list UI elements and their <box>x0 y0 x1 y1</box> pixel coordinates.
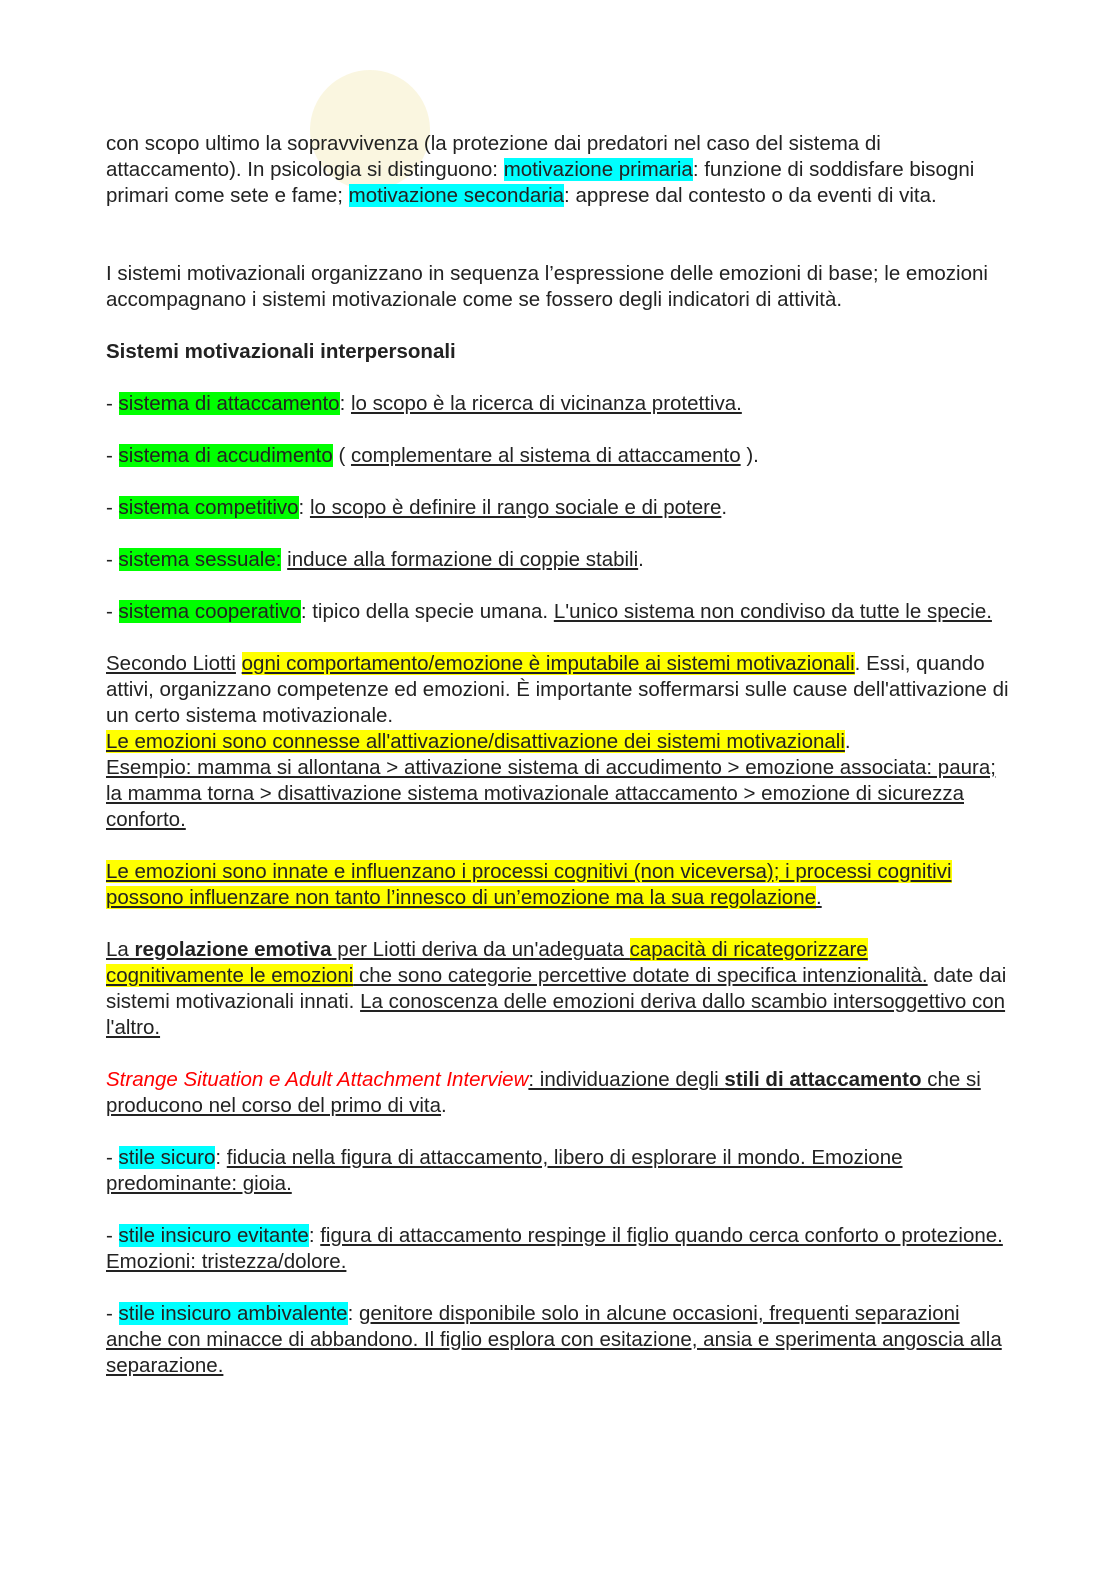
highlight-motivazione-primaria: motivazione primaria <box>503 158 693 181</box>
list-item: - stile sicuro: fiducia nella figura di attaccamento, libero di esplorare il mondo. Emozione predominante: gioia. <box>106 1146 903 1195</box>
document-body <box>106 131 1011 1379</box>
highlight-system-name: sistema di accudimento <box>118 444 333 467</box>
section-heading: Sistemi motivazionali interpersonali <box>106 340 456 363</box>
paragraph-liotti: Secondo Liotti ogni comportamento/emozione è imputabile ai sistemi motivazionali. Essi, quando attivi, organizzano competenze ed emozioni. È importante soffermarsi sulle cause dell'attivazione di un certo sistema motivazionale. Le emozioni sono connesse all'attivazione/disattivazione dei sistemi motivazionali. Esempio: mamma si allontana > attivazione sistema di accudimento > emozione associata: paura; la mamma torna > disattivazione sistema motivazionale attaccamento > emozione di sicurezza conforto. <box>106 652 1009 831</box>
paragraph-regolazione: La regolazione emotiva per Liotti deriva da un'adeguata capacità di ricategorizzare cognitivamente le emozioni che sono categorie percettive dotate di specifica intenzionalità. date dai sistemi motivazionali innati. La conoscenza delle emozioni deriva dallo scambio intersoggettivo con l'altro. <box>106 938 1007 1039</box>
highlight-system-name: sistema di attaccamento <box>118 392 340 415</box>
highlight-style-name: stile sicuro <box>118 1146 216 1169</box>
list-item: - sistema competitivo: lo scopo è definire il rango sociale e di potere. <box>106 496 728 519</box>
highlight-liotti-thesis: ogni comportamento/emozione è imputabile ai sistemi motivazionali <box>241 652 855 675</box>
list-item: - sistema di accudimento ( complementare al sistema di attaccamento ). <box>106 444 759 467</box>
paragraph-sistemi-emozioni: I sistemi motivazionali organizzano in sequenza l’espressione delle emozioni di base; le emozioni accompagnano i sistemi motivazionale come se fossero degli indicatori di attività. <box>106 262 988 311</box>
list-item: - stile insicuro evitante: figura di attaccamento respinge il figlio quando cerca conforto o protezione. Emozioni: tristezza/dolore. <box>106 1224 1003 1273</box>
paragraph-emozioni-innate: Le emozioni sono innate e influenzano i processi cognitivi (non viceversa); i processi cognitivi possono influenzare non tanto l’innesco di un’emozione ma la sua regolazione. <box>106 860 952 909</box>
list-item: - stile insicuro ambivalente: genitore disponibile solo in alcune occasioni, frequenti separazioni anche con minacce di abbandono. Il figlio esplora con esitazione, ansia e sperimenta angoscia alla separazione. <box>106 1302 1002 1377</box>
strange-situation-title: Strange Situation e Adult Attachment Interview <box>106 1068 529 1091</box>
list-item: - sistema sessuale: induce alla formazione di coppie stabili. <box>106 548 644 571</box>
highlight-style-name: stile insicuro evitante <box>118 1224 309 1247</box>
highlight-motivazione-secondaria: motivazione secondaria <box>348 184 565 207</box>
paragraph-motivazione: con scopo ultimo la sopravvivenza (la protezione dai predatori nel caso del sistema di attaccamento). In psicologia si distinguono: motivazione primaria: funzione di soddisfare bisogni primari come sete e fame; motivazione secondaria: apprese dal contesto o da eventi di vita. <box>106 132 975 207</box>
paragraph-strange-situation: Strange Situation e Adult Attachment Interview: individuazione degli stili di attaccamento che si producono nel corso del primo di vita. <box>106 1068 981 1117</box>
highlight-system-name: sistema competitivo <box>118 496 299 519</box>
highlight-ricategorizzare: capacità di ricategorizzare cognitivamente le emozioni <box>106 938 868 987</box>
highlight-emozioni-connesse: Le emozioni sono connesse all'attivazione/disattivazione dei sistemi motivazionali <box>106 730 845 753</box>
highlight-style-name: stile insicuro ambivalente <box>118 1302 348 1325</box>
list-item: - sistema cooperativo: tipico della specie umana. L'unico sistema non condiviso da tutte le specie. <box>106 600 992 623</box>
highlight-system-name: sistema cooperativo <box>118 600 301 623</box>
highlight-system-name: sistema sessuale: <box>118 548 282 571</box>
list-item: - sistema di attaccamento: lo scopo è la ricerca di vicinanza protettiva. <box>106 392 742 415</box>
highlight-emozioni-innate: Le emozioni sono innate e influenzano i processi cognitivi (non viceversa); i processi cognitivi possono influenzare non tanto l’innesco di un’emozione ma la sua regolazione <box>106 860 952 909</box>
example-text: Esempio: mamma si allontana > attivazione sistema di accudimento > emozione associata: paura; la mamma torna > disattivazione sistema motivazionale attaccamento > emozione di sicurezza conforto. <box>106 756 996 831</box>
